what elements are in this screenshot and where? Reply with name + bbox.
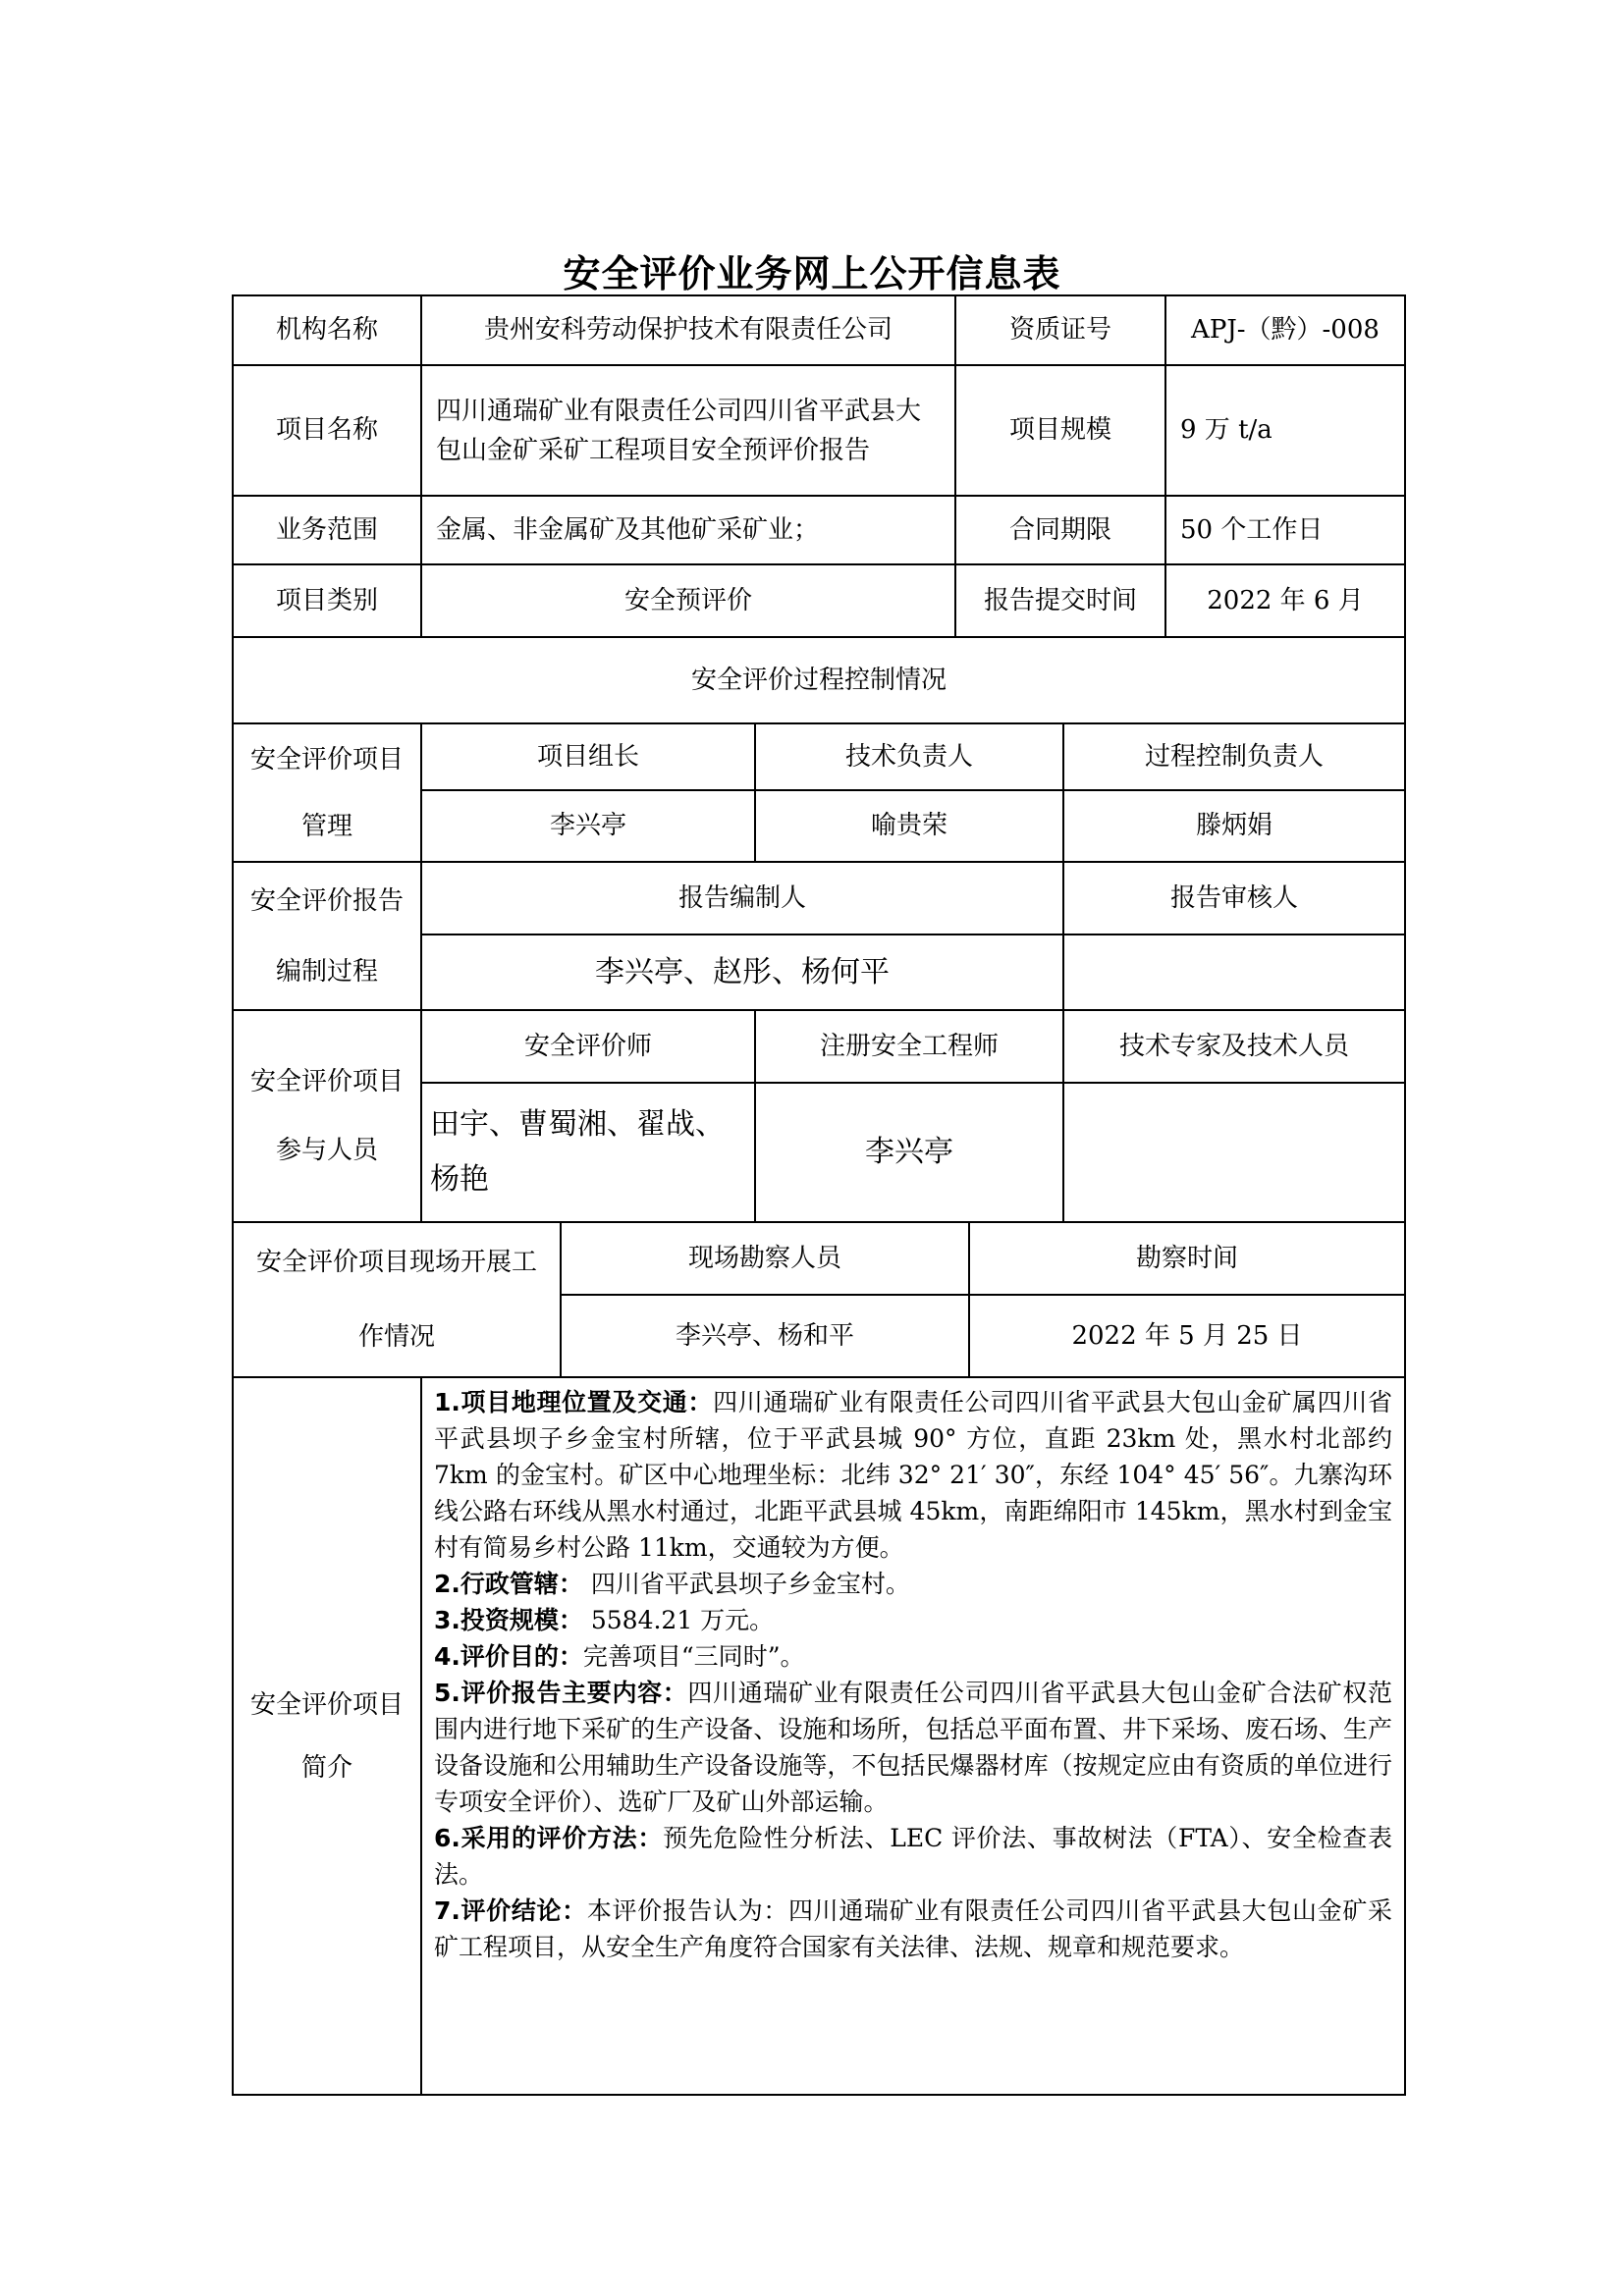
intro-item-body: 四川省平武县坝子乡金宝村。 [582, 1570, 910, 1598]
org-value: 贵州安科劳动保护技术有限责任公司 [420, 294, 956, 366]
intro-item-heading: 6.采用的评价方法： [434, 1824, 664, 1852]
management-header-tech: 技术负责人 [754, 722, 1064, 791]
compile-header-reviewer: 报告审核人 [1062, 861, 1406, 935]
intro-item [434, 1820, 1392, 1893]
scale-label: 项目规模 [954, 364, 1166, 497]
participants-label [232, 1009, 422, 1223]
intro-item-heading: 4.评价目的： [434, 1642, 583, 1671]
compile-label-text: 安全评价报告编制过程 [249, 885, 404, 987]
contract-value: 50 个工作日 [1164, 495, 1406, 565]
intro-item [434, 1384, 1392, 1566]
compile-header-author: 报告编制人 [420, 861, 1064, 935]
site-value-people: 李兴亭、杨和平 [560, 1294, 970, 1378]
management-value-leader: 李兴亭 [420, 789, 756, 863]
submit-value: 2022 年 6 月 [1164, 563, 1406, 638]
intro-content [420, 1376, 1406, 2096]
compile-label [232, 861, 422, 1011]
participants-label-text: 安全评价项目参与人员 [249, 1067, 404, 1165]
intro-item-body: 预先危险性分析法、LEC 评价法、事故树法（FTA）、安全检查表法。 [434, 1824, 1392, 1889]
intro-label [232, 1376, 422, 2096]
contract-label: 合同期限 [954, 495, 1166, 565]
participants-header-expert: 技术专家及技术人员 [1062, 1009, 1406, 1084]
intro-item-body: 四川通瑞矿业有限责任公司四川省平武县大包山金矿属四川省平武县坝子乡金宝村所辖，位于平武县城 90° 方位，直距 23km 处，黑水村北部约 7km 的金宝村。矿区中心地理坐标：北纬 32° 21′ 30″，东经 104° 45′ 56″。九寨沟环线公路右环线从黑水村通过，北距平武县城 45km，南距绵阳市 145km，黑水村到金宝村有简易乡村公路 11km，交通较为方便。 [434, 1388, 1392, 1562]
participants-header-evaluator: 安全评价师 [420, 1009, 756, 1084]
site-label-text: 安全评价项目现场开展工作情况 [255, 1248, 537, 1352]
intro-item-body: 完善项目“三同时”。 [582, 1642, 805, 1671]
cert-value: APJ-（黔）-008 [1164, 294, 1406, 366]
intro-item-body: 四川通瑞矿业有限责任公司四川省平武县大包山金矿合法矿权范围内进行地下采矿的生产设备、设施和场所，包括总平面布置、井下采场、废石场、生产设备设施和公用辅助生产设备设施等，不包括民爆器材库（按规定应由有资质的单位进行专项安全评价）、选矿厂及矿山外部运输。 [434, 1679, 1392, 1816]
participants-value-expert [1062, 1082, 1406, 1223]
intro-item [434, 1893, 1392, 1965]
scale-value: 9 万 t/a [1164, 364, 1406, 497]
process-header: 安全评价过程控制情况 [232, 636, 1406, 724]
intro-item-heading: 1.项目地理位置及交通： [434, 1388, 714, 1416]
participants-header-engineer: 注册安全工程师 [754, 1009, 1064, 1084]
site-label [232, 1221, 562, 1378]
site-header-people: 现场勘察人员 [560, 1221, 970, 1296]
site-header-time: 勘察时间 [968, 1221, 1406, 1296]
intro-item [434, 1566, 1392, 1602]
submit-label: 报告提交时间 [954, 563, 1166, 638]
type-value: 安全预评价 [420, 563, 956, 638]
management-header-leader: 项目组长 [420, 722, 756, 791]
management-label [232, 722, 422, 863]
page-title: 安全评价业务网上公开信息表 [563, 252, 1061, 295]
management-label-text: 安全评价项目管理 [249, 744, 404, 841]
intro-item-heading: 2.行政管辖： [434, 1570, 583, 1598]
intro-item-body: 5584.21 万元。 [582, 1606, 775, 1634]
participants-value-engineer: 李兴亭 [754, 1082, 1064, 1223]
compile-value-author: 李兴亭、赵彤、杨何平 [420, 934, 1064, 1011]
cert-label: 资质证号 [954, 294, 1166, 366]
compile-value-reviewer [1062, 934, 1406, 1011]
management-value-control: 滕炳娟 [1062, 789, 1406, 863]
project-value: 四川通瑞矿业有限责任公司四川省平武县大包山金矿采矿工程项目安全预评价报告 [420, 364, 956, 497]
intro-item-body: 本评价报告认为：四川通瑞矿业有限责任公司四川省平武县大包山金矿采矿工程项目，从安全生产角度符合国家有关法律、法规、规章和规范要求。 [434, 1896, 1392, 1961]
site-value-time: 2022 年 5 月 25 日 [968, 1294, 1406, 1378]
intro-label-text: 安全评价项目简介 [249, 1689, 404, 1783]
scope-value: 金属、非金属矿及其他矿采矿业； [420, 495, 956, 565]
management-header-control: 过程控制负责人 [1062, 722, 1406, 791]
management-value-tech: 喻贵荣 [754, 789, 1064, 863]
intro-item-heading: 5.评价报告主要内容： [434, 1679, 688, 1707]
intro-item-heading: 7.评价结论： [434, 1896, 587, 1925]
org-label: 机构名称 [232, 294, 422, 366]
type-label: 项目类别 [232, 563, 422, 638]
scope-label: 业务范围 [232, 495, 422, 565]
intro-item [434, 1638, 1392, 1675]
intro-item [434, 1602, 1392, 1638]
participants-value-evaluator: 田宇、曹蜀湘、翟战、杨艳 [420, 1082, 756, 1223]
intro-item [434, 1675, 1392, 1820]
intro-item-heading: 3.投资规模： [434, 1606, 583, 1634]
project-label: 项目名称 [232, 364, 422, 497]
